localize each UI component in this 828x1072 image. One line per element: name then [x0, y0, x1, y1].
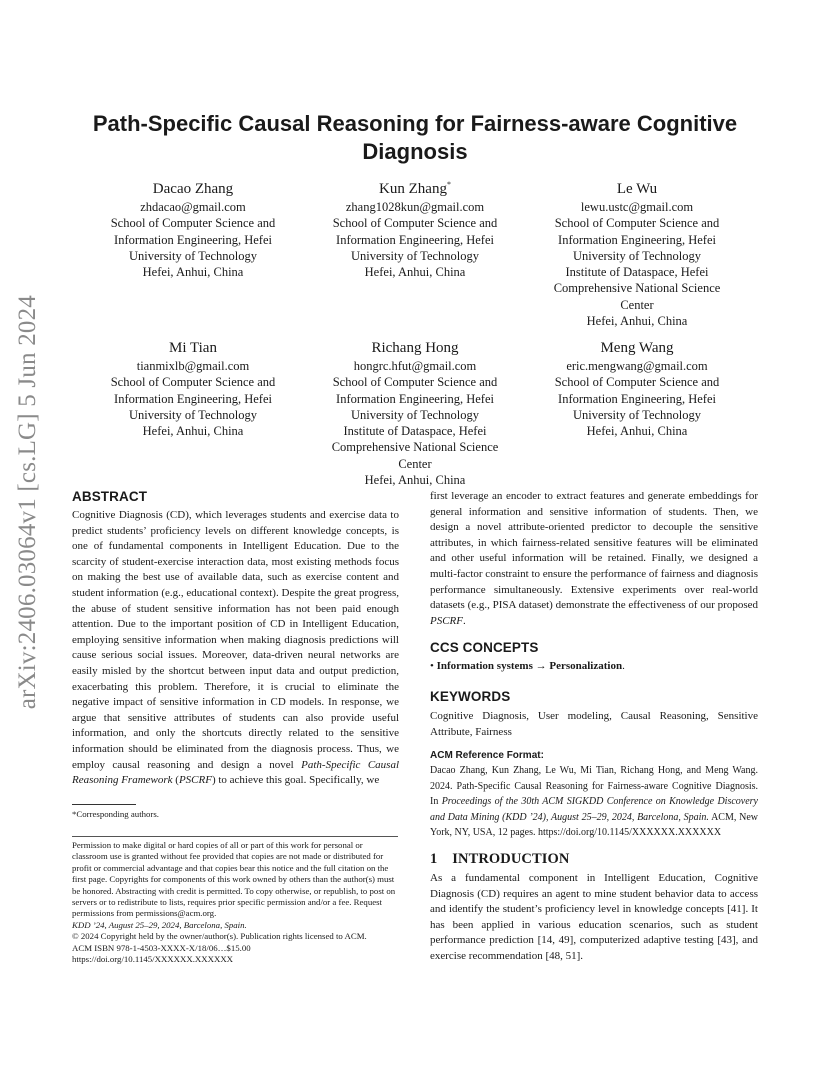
author-affiliation-line: Information Engineering, Hefei	[558, 391, 716, 406]
author-email: eric.mengwang@gmail.com	[566, 359, 708, 373]
abstract-heading: ABSTRACT	[72, 489, 148, 504]
author-affiliation-line: University of Technology	[572, 248, 702, 263]
title-line-2: Diagnosis	[362, 139, 468, 164]
abstract-text-left	[72, 508, 399, 789]
author-email: hongrc.hfut@gmail.com	[353, 359, 477, 373]
author-affiliation-line: School of Computer Science and	[332, 375, 498, 390]
introduction-heading	[430, 851, 569, 868]
author-name: Kun Zhang	[379, 181, 447, 197]
permission-block	[72, 840, 399, 965]
author-affiliation-line: Comprehensive National Science	[331, 440, 499, 455]
author-affiliation-line: Information Engineering, Hefei	[336, 391, 494, 406]
author-block	[300, 334, 530, 488]
author-block	[78, 334, 308, 439]
author-affiliation-line: Center	[620, 297, 654, 312]
arxiv-identifier: arXiv:2406.03064v1 [cs.LG] 5 Jun 2024	[14, 295, 41, 710]
venue-line	[72, 920, 399, 931]
ccs-item: Personalization	[549, 660, 623, 672]
author-affiliation-line: Information Engineering, Hefei	[558, 232, 716, 247]
acm-reference-text: Dacao Zhang, Kun Zhang, Le Wu, Mi Tian, Richang Hong, and Meng Wang. 2024. Path-Specific Causal Reasoning for Fairness-aware Cognitive Diagnosis. In	[430, 765, 758, 808]
author-location: Hefei, Anhui, China	[364, 473, 466, 488]
acm-reference-proceedings: Proceedings of the 30th ACM SIGKDD Conference on Knowledge Discovery and Data Mining (KDD ’24), August 25–29, 2024, Barcelona, Spain.	[430, 796, 758, 823]
author-location: Hefei, Anhui, China	[586, 314, 688, 329]
abstract-body: Cognitive Diagnosis (CD), which leverages students and exercise data to predict students’ proficiency levels on different knowledge concepts, is one of fundamental components in Intelligent Education. Due to the scarcity of student-exercise interaction data, most existing methods focus on making the best use of available data, such as exercise content and student information (e.g., educational context). Despite the great progress, the abuse of student sensitive information has not been paid enough attention. Due to the important position of CD in Intelligent Education, employing sensitive information when making diagnosis predictions will cause serious social issues. Moreover, data-driven neural networks are easily misled by the shortcut between input data and output prediction, exacerbating this problem. Therefore, it is crucial to eliminate the negative impact of sensitive information in CD models. In response, we argue that sensitive attributes of students can also provide useful information, and only the shortcuts directly related to the sensitive information should be eliminated from the diagnosis process. Thus, we employ causal reasoning and design a novel	[72, 509, 399, 771]
ccs-heading: CCS CONCEPTS	[430, 640, 539, 655]
corresponding-footnote: *Corresponding authors.	[72, 809, 159, 819]
isbn-line: ACM ISBN 978-1-4503-XXXX-X/18/06…$15.00	[72, 942, 251, 953]
author-affiliation-line: University of Technology	[128, 248, 258, 263]
author-affiliation-line: Information Engineering, Hefei	[114, 391, 272, 406]
framework-abbreviation: PSCRF	[430, 614, 463, 627]
author-location: Hefei, Anhui, China	[364, 265, 466, 280]
author-block	[300, 175, 530, 280]
author-location: Hefei, Anhui, China	[586, 424, 688, 439]
acm-reference-heading: ACM Reference Format:	[430, 750, 544, 761]
framework-abbreviation: PSCRF	[178, 774, 212, 787]
arrow-right-icon: →	[535, 660, 547, 672]
author-name: Meng Wang	[600, 340, 674, 356]
author-affiliation-line: Institute of Dataspace, Hefei	[565, 265, 709, 280]
author-affiliation-line: School of Computer Science and	[110, 375, 276, 390]
author-email: tianmixlb@gmail.com	[136, 359, 250, 373]
acm-reference-text: ACM, New York, NY, USA, 12 pages. https://doi.org/10.1145/XXXXXX.XXXXXX	[430, 811, 758, 839]
author-affiliation-line: School of Computer Science and	[554, 375, 720, 390]
author-name: Dacao Zhang	[152, 181, 234, 197]
abstract-end: .	[463, 614, 466, 627]
abstract-continuation: ) to achieve this goal. Specifically, we	[211, 774, 380, 787]
ccs-item: Information systems	[436, 660, 533, 672]
introduction-text: As a fundamental component in Intelligent Education, Cognitive Diagnosis (CD) requires an agent to mine student behavior data to access and identify the student’s proficiency level in knowledge concepts [41]. It has been applied in various education scenarios, such as student performance prediction [14, 49], computerized adaptive testing [43], and exercise recommendation [48, 51].	[430, 872, 758, 962]
author-affiliation-line: University of Technology	[572, 407, 702, 422]
footnote-rule	[72, 804, 136, 805]
author-location: Hefei, Anhui, China	[142, 265, 244, 280]
author-name: Le Wu	[616, 181, 658, 197]
author-affiliation-line: Institute of Dataspace, Hefei	[343, 424, 487, 439]
author-block	[522, 334, 752, 439]
keywords-text: Cognitive Diagnosis, User modeling, Causal Reasoning, Sensitive Attribute, Fairness	[430, 710, 758, 738]
author-affiliation-line: School of Computer Science and	[332, 216, 498, 231]
author-email: zhang1028kun@gmail.com	[345, 200, 485, 214]
author-affiliation-line: University of Technology	[350, 248, 480, 263]
author-name: Richang Hong	[371, 340, 459, 356]
ccs-end: .	[622, 660, 625, 672]
paper-title	[72, 110, 758, 166]
author-affiliation-line: Information Engineering, Hefei	[114, 232, 272, 247]
author-affiliation-line: University of Technology	[128, 407, 258, 422]
abstract-text-right	[430, 489, 758, 629]
author-affiliation-line: School of Computer Science and	[110, 216, 276, 231]
permission-notice: Permission to make digital or hard copies of all or part of this work for personal or classroom use is granted without fee provided that copies are not made or distributed for profit or commercial advantage and that copies bear this notice and the full citation on the first page. Copyrights for components of this work owned by others than the author(s) must be honored. Abstracting with credit is permitted. To copy otherwise, or republish, to post on servers or to redistribute to lists, requires prior specific permission and/or a fee. Request permissions from permissions@acm.org.	[72, 840, 396, 919]
acm-reference	[430, 748, 758, 840]
copyright-line: © 2024 Copyright held by the owner/author(s). Publication rights licensed to ACM.	[72, 931, 367, 942]
introduction-heading-text: 1 INTRODUCTION	[430, 851, 570, 867]
author-footnote-mark: *	[446, 180, 451, 189]
permission-rule	[72, 836, 398, 837]
author-affiliation-line: Comprehensive National Science	[553, 281, 721, 296]
ccs-concepts	[430, 659, 758, 675]
bullet-icon: •	[430, 660, 434, 672]
abstract-body: first leverage an encoder to extract features and generate embeddings for general information and sensitive information of students. Then, we design a novel attribute-oriented predictor to decouple the sensitive attributes, in which fairness-related sensitive features will be eliminated and other useful information will be retained. Finally, we designed a multi-factor constraint to ensure the performance of fairness and diagnosis performance simultaneously. Extensive experiments over real-world datasets (e.g., PISA dataset) demonstrate the effectiveness of our proposed	[430, 490, 758, 612]
author-location: Hefei, Anhui, China	[142, 424, 244, 439]
author-block	[522, 175, 752, 329]
author-affiliation-line: University of Technology	[350, 407, 480, 422]
venue-text: KDD ’24, August 25–29, 2024, Barcelona, Spain.	[72, 919, 247, 930]
doi-line: https://doi.org/10.1145/XXXXXX.XXXXXX	[72, 954, 234, 965]
author-affiliation-line: Center	[398, 456, 432, 471]
author-name: Mi Tian	[169, 340, 217, 356]
title-line-1: Path-Specific Causal Reasoning for Fairness-aware Cognitive	[92, 111, 738, 136]
keywords-heading: KEYWORDS	[430, 689, 511, 704]
author-block	[78, 175, 308, 280]
framework-name: Path-Specific Causal Reasoning Framework	[72, 758, 400, 787]
author-affiliation-line: School of Computer Science and	[554, 216, 720, 231]
author-email: lewu.ustc@gmail.com	[580, 200, 694, 214]
abstract-paren-open: (	[172, 774, 179, 787]
author-email: zhdacao@gmail.com	[140, 200, 246, 214]
author-affiliation-line: Information Engineering, Hefei	[336, 232, 494, 247]
